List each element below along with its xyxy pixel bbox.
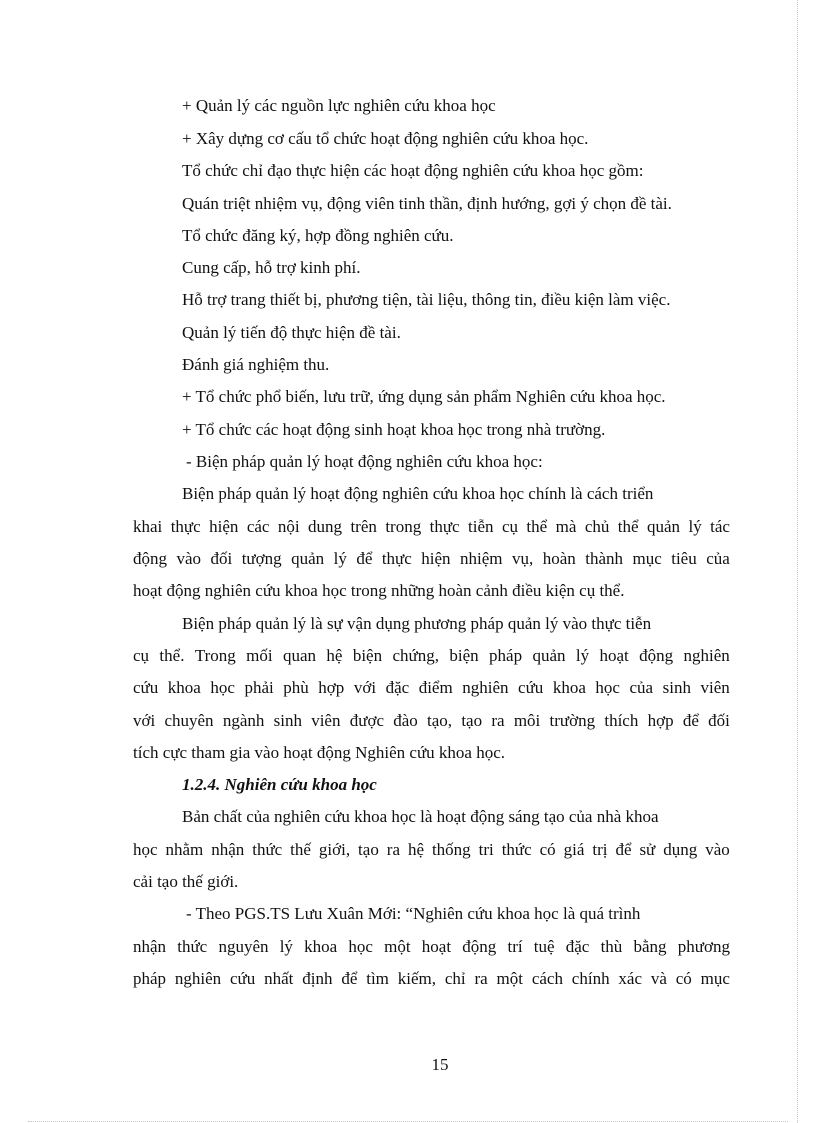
word: viên — [311, 711, 341, 730]
text-line: Bản chất của nghiên cứu khoa học là hoạt động sáng tạo của nhà khoa — [182, 807, 659, 826]
text-line: Tổ chức chỉ đạo thực hiện các hoạt động nghiên cứu khoa học gồm: — [182, 161, 644, 180]
word: vụ, — [512, 549, 534, 568]
word: thù — [600, 937, 623, 956]
word: giới, — [318, 840, 351, 859]
word: nghiên — [462, 678, 509, 697]
word: cụ — [133, 646, 150, 665]
word: định — [302, 969, 333, 988]
word: hợp — [318, 678, 345, 697]
word: ngành — [222, 711, 265, 730]
word: thành — [585, 549, 624, 568]
text-line: + Xây dựng cơ cấu tổ chức hoạt động nghiên cứu khoa học. — [182, 129, 589, 148]
word: thể — [526, 517, 548, 536]
word: nghiên — [174, 969, 222, 988]
word: có — [539, 840, 556, 859]
word: mối — [246, 646, 273, 665]
word: tạo, — [427, 711, 453, 730]
word: mục — [700, 969, 730, 988]
word: viên — [700, 678, 730, 697]
word: trí — [507, 937, 523, 956]
word: nhất — [264, 969, 294, 988]
word: động — [462, 937, 497, 956]
word: giá — [563, 840, 585, 859]
text-line: + Tổ chức các hoạt động sinh hoạt khoa học trong nhà trường. — [182, 420, 606, 439]
word: hoạt — [421, 937, 452, 956]
word: thức — [252, 840, 283, 859]
word: quản — [532, 646, 566, 665]
word: cứu — [133, 678, 159, 697]
word: để — [341, 969, 358, 988]
word: quản — [291, 549, 325, 568]
text-line: Tổ chức đăng ký, hợp đồng nghiên cứu. — [182, 226, 454, 245]
word: được — [349, 711, 384, 730]
text-line — [133, 709, 730, 733]
word: thể. — [159, 646, 185, 665]
text-line: Biện pháp quản lý hoạt động nghiên cứu khoa học chính là cách triển — [182, 484, 654, 503]
word: các — [246, 517, 270, 536]
word: học — [595, 678, 620, 697]
word: hệ — [326, 646, 343, 665]
text-line — [133, 838, 730, 862]
word: chứng, — [392, 646, 439, 665]
word: với — [353, 678, 377, 697]
text-line: - Theo PGS.TS Lưu Xuân Mới: “Nghiên cứu khoa học là quá trình — [186, 904, 641, 923]
text-line: + Tổ chức phổ biến, lưu trữ, ứng dụng sản phẩm Nghiên cứu khoa học. — [182, 387, 666, 406]
word: để — [682, 711, 699, 730]
word: để — [356, 549, 373, 568]
text-line: Cung cấp, hỗ trợ kinh phí. — [182, 258, 361, 277]
word: khai — [133, 517, 163, 536]
word: học — [210, 678, 235, 697]
word: pháp — [489, 646, 523, 665]
word: bằng — [633, 937, 667, 956]
word: tạo — [358, 840, 379, 859]
word: biện — [449, 646, 479, 665]
word: thích — [604, 711, 639, 730]
word: thực — [170, 517, 201, 536]
word: tiễn — [468, 517, 494, 536]
word: nhằm — [165, 840, 204, 859]
word: trị — [592, 840, 608, 859]
text-line: Đánh giá nghiệm thu. — [182, 355, 330, 374]
word: và — [650, 969, 667, 988]
word: phương — [677, 937, 730, 956]
word: sinh — [273, 711, 302, 730]
word: thực — [381, 549, 412, 568]
word: tác — [710, 517, 730, 536]
text-line — [133, 547, 730, 571]
word: cách — [531, 969, 563, 988]
text-line: Biện pháp quản lý là sự vận dụng phương pháp quản lý vào thực tiễn — [182, 614, 652, 633]
word: cụ — [501, 517, 518, 536]
word: cứu — [230, 969, 256, 988]
word: quản — [647, 517, 681, 536]
word: hoàn — [542, 549, 576, 568]
word: đào — [393, 711, 418, 730]
text-line: + Quản lý các nguồn lực nghiên cứu khoa học — [182, 96, 496, 115]
word: điểm — [418, 678, 453, 697]
word: nguyên — [218, 937, 269, 956]
word: thế — [290, 840, 311, 859]
word: học — [348, 937, 373, 956]
word: tạo — [461, 711, 483, 730]
word: nghiên — [683, 646, 730, 665]
word: tìm — [366, 969, 389, 988]
word: vào — [176, 549, 202, 568]
word: của — [706, 549, 730, 568]
word: chủ — [584, 517, 610, 536]
word: lý — [575, 646, 590, 665]
word: môi — [513, 711, 541, 730]
word: tuệ — [533, 937, 555, 956]
word: nhiệm — [460, 549, 503, 568]
word: chuyên — [164, 711, 214, 730]
word: ra — [386, 840, 400, 859]
footer-divider — [28, 1121, 788, 1122]
word: thể — [617, 517, 639, 536]
text-line — [133, 676, 730, 700]
word: khoa — [167, 678, 201, 697]
text-line — [133, 967, 730, 991]
word: hệ — [407, 840, 424, 859]
word: biện — [352, 646, 383, 665]
word: tri — [478, 840, 494, 859]
word: dụng — [663, 840, 698, 859]
word: chỉ — [444, 969, 466, 988]
word: động — [133, 549, 167, 568]
word: kiếm, — [397, 969, 436, 988]
word: có — [675, 969, 692, 988]
margin-divider — [797, 0, 798, 1123]
word: một — [384, 937, 411, 956]
word: phù — [283, 678, 309, 697]
word: sử — [639, 840, 656, 859]
word: đặc — [385, 678, 410, 697]
word: trên — [350, 517, 377, 536]
word: dung — [308, 517, 343, 536]
word: đối — [708, 711, 730, 730]
word: thức — [501, 840, 532, 859]
word: tượng — [241, 549, 282, 568]
text-line: cải tạo thế giới. — [133, 872, 239, 891]
word: đối — [210, 549, 233, 568]
word: khoa — [552, 678, 586, 697]
word: lý — [279, 937, 293, 956]
word: tiêu — [671, 549, 697, 568]
word: động — [639, 646, 674, 665]
word: của — [629, 678, 654, 697]
text-line: tích cực tham gia vào hoạt động Nghiên cứu khoa học. — [133, 743, 506, 762]
word: thực — [429, 517, 460, 536]
word: chính — [571, 969, 610, 988]
word: Trong — [194, 646, 236, 665]
word: hợp — [647, 711, 674, 730]
word: thức — [177, 937, 208, 956]
word: quan — [282, 646, 317, 665]
word: hoạt — [599, 646, 629, 665]
word: cứu — [518, 678, 544, 697]
text-line — [133, 935, 730, 959]
word: hiện — [209, 517, 239, 536]
page-number: 15 — [431, 1055, 449, 1074]
word: nội — [277, 517, 300, 536]
word: xác — [618, 969, 643, 988]
word: sinh — [662, 678, 691, 697]
text-line: - Biện pháp quản lý hoạt động nghiên cứu khoa học: — [186, 452, 543, 471]
word: pháp — [133, 969, 167, 988]
word: mà — [555, 517, 577, 536]
word: để — [615, 840, 632, 859]
word: với — [133, 711, 156, 730]
word: thống — [431, 840, 471, 859]
word: mục — [632, 549, 662, 568]
word: ra — [474, 969, 488, 988]
word: lý — [333, 549, 347, 568]
text-line: Quản lý tiến độ thực hiện đề tài. — [182, 323, 401, 342]
word: ra — [491, 711, 505, 730]
word: học — [133, 840, 158, 859]
word: một — [496, 969, 523, 988]
word: vào — [705, 840, 730, 859]
word: trong — [385, 517, 422, 536]
text-line: Quán triệt nhiệm vụ, động viên tinh thần, định hướng, gợi ý chọn đề tài. — [182, 194, 672, 213]
text-line — [133, 644, 730, 668]
word: đặc — [565, 937, 590, 956]
section-heading: 1.2.4. Nghiên cứu khoa học — [182, 775, 377, 794]
word: trường — [549, 711, 596, 730]
word: khoa — [304, 937, 338, 956]
word: hiện — [421, 549, 451, 568]
text-line: hoạt động nghiên cứu khoa học trong những hoàn cảnh điều kiện cụ thể. — [133, 581, 625, 600]
text-line — [133, 515, 730, 539]
word: nhận — [133, 937, 167, 956]
word: phải — [244, 678, 274, 697]
word: nhận — [211, 840, 245, 859]
text-line: Hỗ trợ trang thiết bị, phương tiện, tài liệu, thông tin, điều kiện làm việc. — [182, 290, 671, 309]
word: lý — [688, 517, 702, 536]
